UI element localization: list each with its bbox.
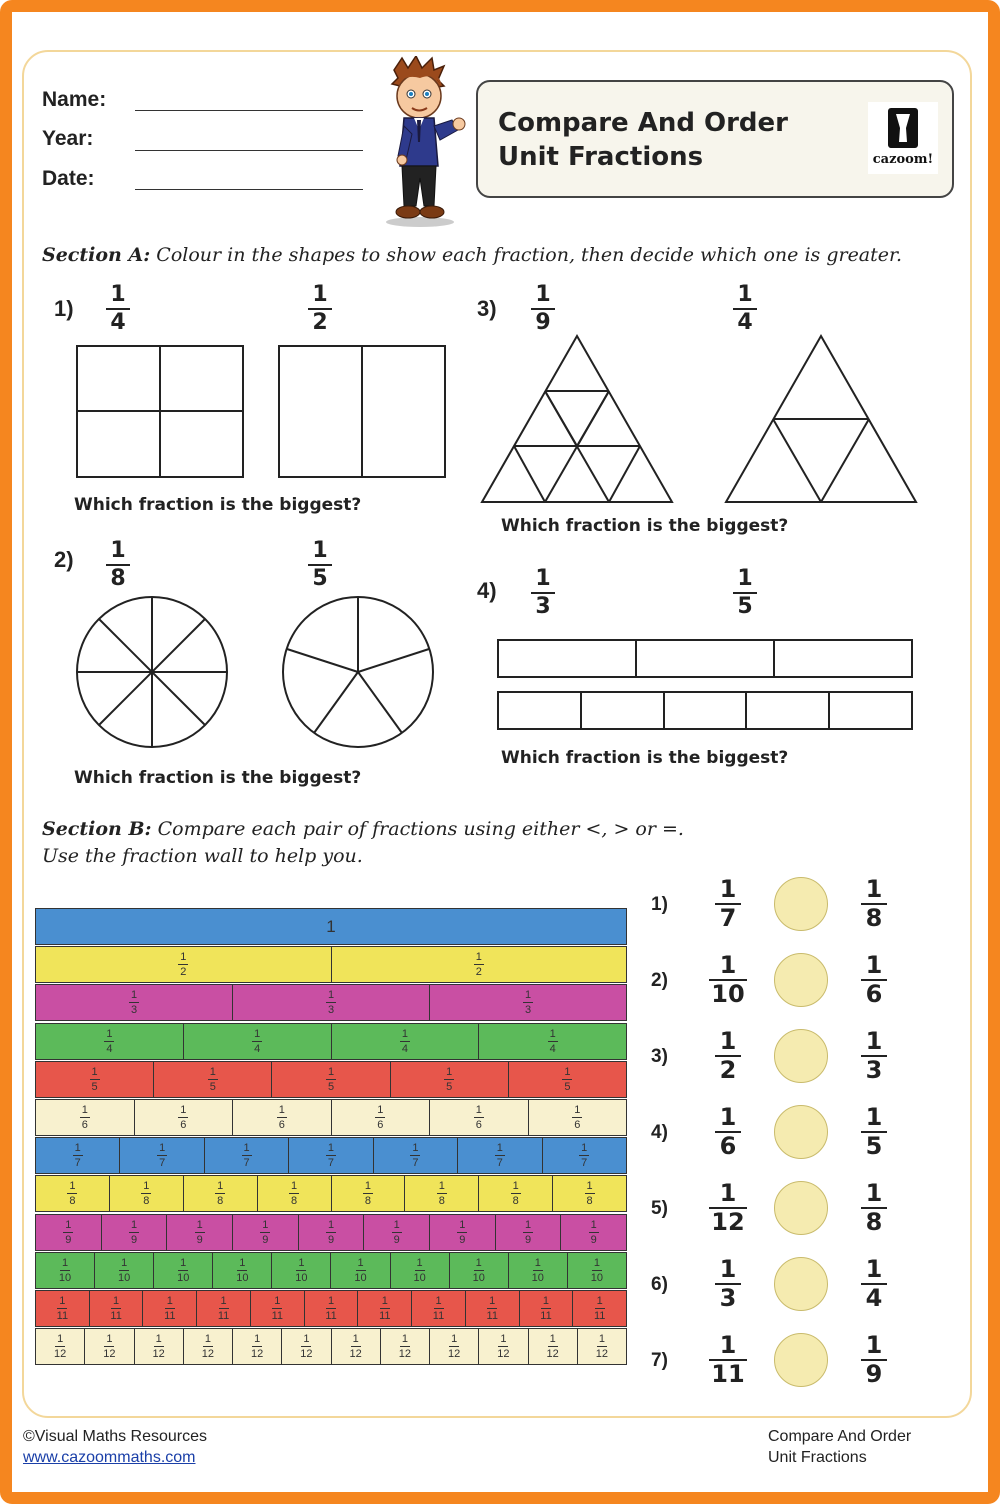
wall-cell: 1 10: [330, 1252, 389, 1289]
answer-circle[interactable]: [774, 953, 828, 1007]
wall-cell: 1 7: [373, 1137, 457, 1174]
date-line[interactable]: [135, 189, 363, 190]
wall-cell: 1 7: [204, 1137, 288, 1174]
year-label: Year:: [42, 127, 94, 150]
mascot-illustration: [372, 56, 472, 228]
ninths-triangle[interactable]: [480, 334, 676, 504]
wall-cell: 1 5: [508, 1061, 627, 1098]
halves-rectangle[interactable]: [278, 345, 448, 480]
answer-circle[interactable]: [774, 1029, 828, 1083]
pair-right-fraction: 1 5: [852, 1104, 896, 1160]
wall-cell: 1 10: [390, 1252, 449, 1289]
problem-4-question: Which fraction is the biggest?: [501, 748, 789, 768]
wall-row-6: [35, 1099, 627, 1136]
answer-circle[interactable]: [774, 1105, 828, 1159]
pair-left-fraction: 1 3: [706, 1256, 750, 1312]
wall-cell: 1 12: [331, 1328, 380, 1365]
wall-cell: 1 9: [298, 1214, 364, 1251]
footer-left: [23, 1426, 207, 1468]
footer-right: Compare And Order Unit Fractions: [768, 1428, 912, 1466]
wall-cell: 1 4: [35, 1023, 183, 1060]
problem-2-question: Which fraction is the biggest?: [74, 768, 362, 788]
wall-row-10: [35, 1252, 627, 1289]
logo-emblem-icon: [886, 106, 920, 150]
wall-cell: 1 11: [89, 1290, 143, 1327]
wall-cell: 1 8: [183, 1175, 257, 1212]
wall-cell: 1 6: [429, 1099, 528, 1136]
website-link[interactable]: www.cazoommaths.com: [23, 1449, 196, 1466]
wall-cell: 1 10: [271, 1252, 330, 1289]
wall-cell: 1 11: [465, 1290, 519, 1327]
wall-cell: 1 11: [411, 1290, 465, 1327]
wall-cell: 1 9: [232, 1214, 298, 1251]
wall-cell: 1 7: [457, 1137, 541, 1174]
problem-3-number: 3): [477, 296, 497, 321]
wall-cell: 1 9: [35, 1214, 101, 1251]
year-line[interactable]: [135, 150, 363, 151]
pair-number: 7): [651, 1350, 668, 1371]
problem-2-left-fraction: 1 8: [104, 538, 132, 592]
thirds-bar[interactable]: [497, 639, 915, 679]
wall-cell: 1 8: [552, 1175, 627, 1212]
problem-1-question: Which fraction is the biggest?: [74, 495, 362, 515]
pair-number: 3): [651, 1046, 668, 1067]
wall-cell: 1 5: [271, 1061, 389, 1098]
wall-cell: 1 11: [572, 1290, 627, 1327]
pair-left-fraction: 1 12: [706, 1180, 750, 1236]
answer-circle[interactable]: [774, 1333, 828, 1387]
wall-cell: 1 12: [528, 1328, 577, 1365]
wall-row-4: [35, 1023, 627, 1060]
problem-3-left-fraction: 1 9: [529, 282, 557, 336]
logo-text: cazoom!: [872, 152, 934, 167]
pair-right-fraction: 1 8: [852, 1180, 896, 1236]
wall-row-1: [35, 908, 627, 945]
section-b-instruction: Section B: Compare each pair of fractions using either <, > or =. Use the fraction wall to help you.: [42, 818, 684, 867]
wall-cell: 1 12: [281, 1328, 330, 1365]
problem-3-right-fraction: 1 4: [731, 282, 759, 336]
wall-cell: 1 11: [142, 1290, 196, 1327]
wall-row-5: [35, 1061, 627, 1098]
problem-2-number: 2): [54, 547, 74, 572]
wall-cell: 1 6: [528, 1099, 628, 1136]
section-a-instruction: Section A: Colour in the shapes to show each fraction, then decide which one is greater.: [42, 244, 903, 266]
wall-cell: 1 12: [35, 1328, 84, 1365]
wall-cell: 1 4: [331, 1023, 479, 1060]
answer-circle[interactable]: [774, 1181, 828, 1235]
wall-cell: 1 5: [153, 1061, 271, 1098]
wall-cell: 1 2: [331, 946, 628, 983]
wall-cell: 1 6: [35, 1099, 134, 1136]
wall-cell: 1 12: [134, 1328, 183, 1365]
pair-right-fraction: 1 3: [852, 1028, 896, 1084]
wall-cell: 1 12: [478, 1328, 527, 1365]
problem-4-right-fraction: 1 5: [731, 566, 759, 620]
wall-cell: 1 10: [212, 1252, 271, 1289]
wall-cell: 1 3: [429, 984, 627, 1021]
wall-cell: 1 7: [119, 1137, 203, 1174]
wall-cell: 1 12: [84, 1328, 133, 1365]
wall-cell: 1 8: [109, 1175, 183, 1212]
pair-right-fraction: 1 6: [852, 952, 896, 1008]
wall-cell: 1 11: [519, 1290, 573, 1327]
wall-cell: 1 10: [153, 1252, 212, 1289]
wall-cell: 1 9: [495, 1214, 561, 1251]
problem-1-number: 1): [54, 296, 74, 321]
wall-cell: 1 10: [508, 1252, 567, 1289]
wall-cell: 1 11: [196, 1290, 250, 1327]
wall-cell: 1 11: [357, 1290, 411, 1327]
wall-cell: 1 9: [166, 1214, 232, 1251]
wall-cell: 1 4: [183, 1023, 331, 1060]
pair-number: 6): [651, 1274, 668, 1295]
title-box: [476, 80, 954, 198]
wall-row-9: [35, 1214, 627, 1251]
wall-row-7: [35, 1137, 627, 1174]
copyright-text: ©Visual Maths Resources: [23, 1428, 208, 1445]
wall-cell: 1 2: [35, 946, 331, 983]
pair-left-fraction: 1 6: [706, 1104, 750, 1160]
fifths-circle[interactable]: [280, 596, 436, 752]
name-label: Name:: [42, 88, 107, 111]
wall-cell: 1 6: [331, 1099, 430, 1136]
problem-4-left-fraction: 1 3: [529, 566, 557, 620]
wall-row-2: [35, 946, 627, 983]
pair-number: 4): [651, 1122, 668, 1143]
wall-cell: 1 10: [449, 1252, 508, 1289]
problem-1-right-fraction: 1 2: [306, 282, 334, 336]
pair-number: 1): [651, 894, 668, 915]
wall-cell: 1 3: [232, 984, 429, 1021]
cazoom-logo: [868, 102, 938, 174]
pair-right-fraction: 1 8: [852, 876, 896, 932]
pair-left-fraction: 1 10: [706, 952, 750, 1008]
wall-cell: 1 9: [101, 1214, 167, 1251]
pair-number: 2): [651, 970, 668, 991]
pair-left-fraction: 1 11: [706, 1332, 750, 1388]
wall-cell: 1 4: [478, 1023, 627, 1060]
wall-cell: 1 12: [232, 1328, 281, 1365]
wall-cell: 1 7: [542, 1137, 627, 1174]
wall-cell: 1 12: [577, 1328, 627, 1365]
pair-right-fraction: 1 4: [852, 1256, 896, 1312]
eighths-circle[interactable]: [74, 596, 230, 752]
wall-row-3: [35, 984, 627, 1021]
problem-2-right-fraction: 1 5: [306, 538, 334, 592]
wall-cell: 1 12: [183, 1328, 232, 1365]
problem-3-question: Which fraction is the biggest?: [501, 516, 789, 536]
wall-cell: 1 8: [404, 1175, 478, 1212]
pair-number: 5): [651, 1198, 668, 1219]
answer-circle[interactable]: [774, 1257, 828, 1311]
wall-cell: 1 12: [380, 1328, 429, 1365]
pair-left-fraction: 1 2: [706, 1028, 750, 1084]
wall-cell: 1 10: [35, 1252, 94, 1289]
problem-4-number: 4): [477, 578, 497, 603]
wall-cell: 1 8: [257, 1175, 331, 1212]
wall-cell: 1 9: [560, 1214, 627, 1251]
wall-cell: 1 10: [567, 1252, 627, 1289]
wall-cell: 1 3: [35, 984, 232, 1021]
wall-cell: 1 8: [478, 1175, 552, 1212]
quarters-rectangle[interactable]: [76, 345, 246, 480]
worksheet-title: Compare And Order Unit Fractions: [498, 108, 788, 172]
quarters-triangle[interactable]: [724, 334, 920, 504]
wall-cell: 1 9: [429, 1214, 495, 1251]
wall-cell: 1 5: [35, 1061, 153, 1098]
wall-cell: 1 8: [331, 1175, 405, 1212]
wall-cell: 1 7: [35, 1137, 119, 1174]
wall-cell: 1 11: [35, 1290, 89, 1327]
answer-circle[interactable]: [774, 877, 828, 931]
date-label: Date:: [42, 167, 95, 190]
wall-cell: 1 11: [250, 1290, 304, 1327]
problem-1-left-fraction: 1 4: [104, 282, 132, 336]
name-line[interactable]: [135, 110, 363, 111]
wall-cell: 1 7: [288, 1137, 372, 1174]
wall-cell: 1 5: [390, 1061, 508, 1098]
wall-cell: 1 10: [94, 1252, 153, 1289]
wall-cell: 1 12: [429, 1328, 478, 1365]
wall-row-11: [35, 1290, 627, 1327]
pair-left-fraction: 1 7: [706, 876, 750, 932]
wall-cell: 1 11: [304, 1290, 358, 1327]
wall-cell: 1 8: [35, 1175, 109, 1212]
wall-cell: 1 6: [134, 1099, 233, 1136]
pair-right-fraction: 1 9: [852, 1332, 896, 1388]
wall-row-12: [35, 1328, 627, 1365]
wall-row-8: [35, 1175, 627, 1212]
wall-cell: 1 9: [363, 1214, 429, 1251]
wall-cell: 1: [35, 908, 627, 945]
wall-cell: 1 6: [232, 1099, 331, 1136]
fifths-bar[interactable]: [497, 691, 915, 731]
